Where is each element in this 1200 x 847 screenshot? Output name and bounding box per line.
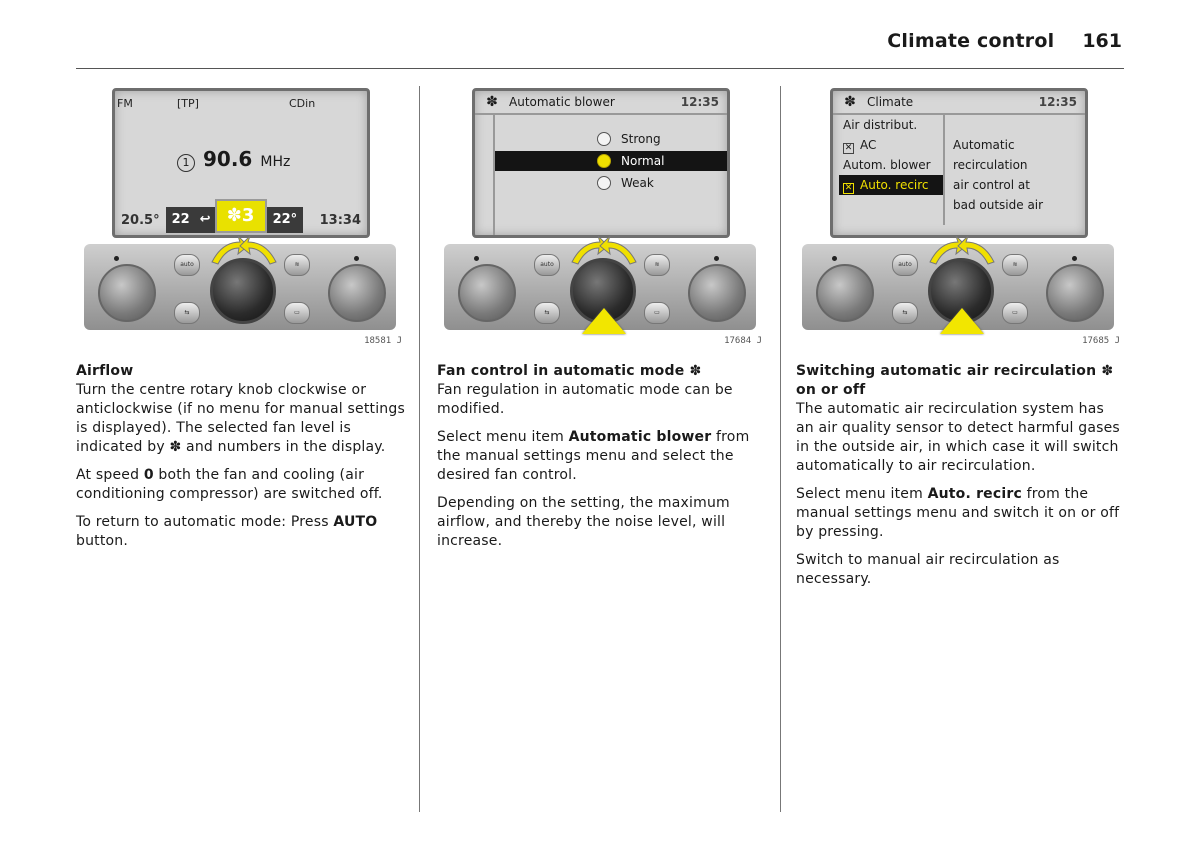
- control-panel: [444, 244, 756, 330]
- text-run: from the manual settings menu and switch it on or off by pressing.: [796, 486, 1120, 540]
- bold-term: Auto. recirc: [927, 486, 1022, 502]
- rotate-arrows-icon: [202, 236, 286, 266]
- rotate-arrows-icon: [562, 236, 646, 266]
- text-run: Select menu item: [437, 429, 569, 445]
- led: [114, 256, 119, 261]
- menu-item-label: Auto. recirc: [860, 178, 929, 192]
- figure-recirculation: [798, 84, 1128, 346]
- description-line: Automatic: [953, 138, 1015, 152]
- text-run: from the manual settings menu and select the desired fan control.: [437, 429, 750, 483]
- section-fan-control: [437, 362, 767, 560]
- outside-temp: 20.5°: [121, 212, 160, 228]
- defrost-button[interactable]: ≋: [284, 254, 310, 276]
- text-run: Select menu item: [796, 486, 928, 502]
- clock: 13:34: [319, 212, 361, 228]
- right-temp-knob[interactable]: [328, 264, 386, 322]
- frequency-row: [177, 147, 290, 172]
- rear-defrost-button[interactable]: ▭: [1002, 302, 1028, 324]
- led: [474, 256, 479, 261]
- paragraph: Switch to manual air recirculation as necessary.: [796, 552, 1060, 587]
- fan-icon: ✽: [486, 94, 498, 110]
- section-recirculation: [796, 362, 1126, 598]
- column-divider: [419, 86, 420, 812]
- rear-defrost-button[interactable]: ▭: [644, 302, 670, 324]
- recirc-button[interactable]: ⇆: [174, 302, 200, 324]
- left-temp-knob[interactable]: [458, 264, 516, 322]
- display-title: Climate: [867, 95, 914, 109]
- figure-id: 17684 J: [724, 336, 762, 346]
- climate-menu: [839, 115, 943, 195]
- clock: 12:35: [1038, 95, 1077, 109]
- defrost-button[interactable]: ≋: [644, 254, 670, 276]
- page-number: 161: [1082, 30, 1122, 52]
- fan-icon: ✽: [844, 94, 856, 110]
- climate-status-bar: [115, 205, 367, 235]
- description-line: air control at: [953, 178, 1030, 192]
- text-run: To return to automatic mode: Press: [76, 514, 334, 530]
- led: [714, 256, 719, 261]
- section-heading: Switching automatic air recirculation ✽ on or off: [796, 363, 1114, 398]
- column-divider: [780, 86, 781, 812]
- text-run: At speed: [76, 467, 144, 483]
- paragraph: Fan regulation in automatic mode can be modified.: [437, 382, 733, 417]
- radio-icon: [597, 132, 611, 146]
- description-line: bad outside air: [953, 198, 1044, 212]
- auto-button[interactable]: auto: [534, 254, 560, 276]
- figure-airflow: [80, 84, 410, 346]
- right-temp-knob[interactable]: [688, 264, 746, 322]
- menu-item-air-distribution[interactable]: Air distribut.: [843, 118, 918, 132]
- tp-label: [TP]: [177, 97, 199, 110]
- figure-id: 17685 J: [1082, 336, 1120, 346]
- fan-speed-indicator: [215, 199, 267, 233]
- paragraph: [796, 485, 1126, 542]
- led: [1072, 256, 1077, 261]
- right-temp: 22°: [267, 207, 304, 233]
- display-titlebar: [833, 91, 1085, 115]
- menu-item-autom-blower[interactable]: Autom. blower: [843, 158, 931, 172]
- fan-icon: ✽: [226, 205, 242, 226]
- left-temp-knob[interactable]: [816, 264, 874, 322]
- menu-description: [953, 135, 1081, 215]
- right-temp-knob[interactable]: [1046, 264, 1104, 322]
- display-divider: [943, 115, 945, 225]
- description-line: recirculation: [953, 158, 1028, 172]
- checkbox-icon: ✕: [844, 143, 853, 153]
- recirc-button[interactable]: ⇆: [892, 302, 918, 324]
- led: [832, 256, 837, 261]
- airflow-icon: ↩: [196, 207, 215, 233]
- band-label: FM: [117, 97, 133, 110]
- paragraph: Turn the centre rotary knob clockwise or anticlockwise (if no menu for manual settings is displayed). The selected fan level is indicated by ✽ and numbers in the display.: [76, 382, 405, 455]
- paragraph: The automatic air recirculation system has an air quality sensor to detect harmful gases in the outside air, in which case it will switch automatically to air recirculation.: [796, 401, 1120, 474]
- frequency-unit: MHz: [260, 154, 291, 170]
- blower-display: [472, 88, 730, 238]
- figure-id: 18581 J: [364, 336, 402, 346]
- bold-term: 0: [143, 467, 154, 483]
- recirc-button[interactable]: ⇆: [534, 302, 560, 324]
- section-heading: Airflow: [76, 363, 134, 379]
- bold-term: Automatic blower: [568, 429, 712, 445]
- option-normal[interactable]: [495, 151, 727, 171]
- radio-selected-icon: [597, 154, 611, 168]
- fan-speed-value: 3: [241, 205, 255, 226]
- header-rule: [76, 68, 1124, 69]
- section-airflow: [76, 362, 406, 560]
- section-heading: Fan control in automatic mode ✽: [437, 363, 702, 379]
- defrost-button[interactable]: ≋: [1002, 254, 1028, 276]
- page-title: Climate control: [887, 30, 1055, 52]
- option-label: Strong: [621, 132, 661, 146]
- control-panel: [802, 244, 1114, 330]
- control-panel: [84, 244, 396, 330]
- left-temp: 22: [166, 207, 196, 233]
- radio-icon: [597, 176, 611, 190]
- fan-rotary-knob[interactable]: [210, 258, 276, 324]
- climate-display: [830, 88, 1088, 238]
- clock: 12:35: [680, 95, 719, 109]
- rear-defrost-button[interactable]: ▭: [284, 302, 310, 324]
- display-titlebar: [475, 91, 727, 115]
- bold-term: AUTO: [333, 514, 378, 530]
- paragraph: [437, 428, 767, 485]
- checkbox-icon: ✕: [844, 183, 853, 193]
- option-strong[interactable]: [495, 129, 727, 149]
- auto-button[interactable]: auto: [174, 254, 200, 276]
- frequency-value: 90.6: [203, 147, 253, 171]
- preset-number: 1: [177, 154, 195, 172]
- paragraph: Depending on the setting, the maximum airflow, and thereby the noise level, will increase.: [437, 495, 730, 549]
- option-label: Weak: [621, 176, 654, 190]
- led: [354, 256, 359, 261]
- display-title: Automatic blower: [509, 95, 615, 109]
- page-header: [887, 30, 1122, 52]
- figure-fan-control: [440, 84, 770, 346]
- menu-item-label: AC: [860, 138, 877, 152]
- press-arrow-icon: [940, 308, 984, 334]
- source-label: CDin: [289, 97, 316, 110]
- radio-display: [112, 88, 370, 238]
- paragraph: [76, 513, 406, 551]
- option-weak[interactable]: [495, 173, 727, 193]
- rotate-arrows-icon: [920, 236, 1004, 266]
- blower-options: [495, 129, 727, 195]
- menu-item-ac[interactable]: [839, 135, 943, 155]
- press-arrow-icon: [582, 308, 626, 334]
- text-run: both the fan and cooling (air conditioning compressor) are switched off.: [76, 467, 383, 502]
- option-label: Normal: [621, 154, 665, 168]
- paragraph: [76, 466, 406, 504]
- menu-item-auto-recirc[interactable]: [839, 175, 943, 195]
- text-run: button.: [76, 533, 129, 549]
- auto-button[interactable]: auto: [892, 254, 918, 276]
- left-temp-knob[interactable]: [98, 264, 156, 322]
